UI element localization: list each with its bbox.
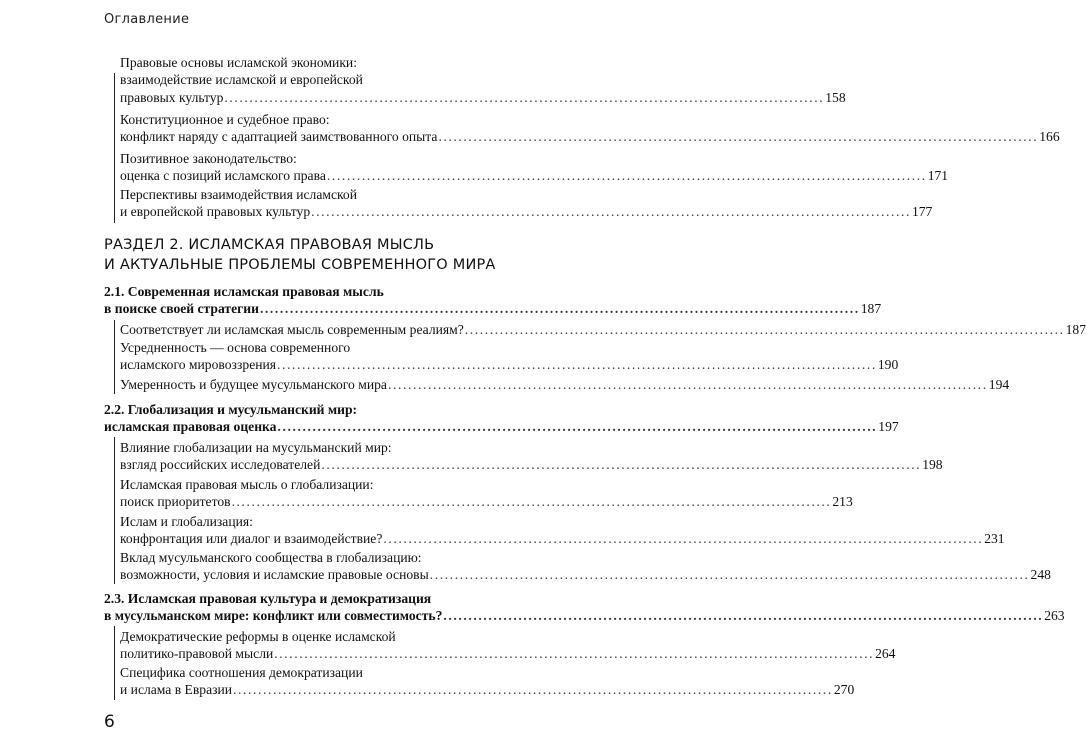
toc-entry[interactable]	[120, 664, 855, 699]
toc-entry-line: политико-правовой мысли	[120, 646, 274, 662]
toc-entry-line: оценка с позиций исламского права	[120, 168, 326, 184]
toc-entry[interactable]	[120, 513, 1005, 548]
toc-vertical-rule	[114, 320, 115, 394]
toc-page-number: 194	[988, 377, 1010, 392]
leader-dots: ........................................................................................................................	[383, 531, 984, 547]
toc-entry-line: 2.3. Исламская правовая культура и демократизация	[104, 591, 432, 606]
toc-vertical-rule	[114, 73, 115, 223]
toc-page-number: 198	[922, 457, 943, 473]
toc-entry-line: Позитивное законодательство:	[120, 151, 297, 166]
toc-entry-line: правовых культур	[120, 89, 224, 105]
section-title-line: РАЗДЕЛ 2. ИСЛАМСКАЯ ПРАВОВАЯ МЫСЛЬ	[104, 237, 435, 253]
toc-entry-line: исламского мировоззрения	[120, 357, 277, 373]
toc-entry[interactable]	[120, 339, 899, 374]
toc-entry-line: исламская правовая оценка	[104, 419, 277, 435]
toc-entry-line: Влияние глобализации на мусульманский мир:	[120, 440, 392, 455]
leader-dots: ........................................................................................................................	[224, 89, 825, 105]
toc-entry[interactable]	[120, 549, 1051, 584]
toc-entry[interactable]	[120, 321, 1086, 338]
toc-subsection-entry[interactable]	[104, 590, 1065, 625]
toc-entry[interactable]	[120, 439, 943, 474]
toc-entry-line: Умеренность и будущее мусульманского мира	[120, 377, 387, 392]
toc-entry[interactable]	[120, 186, 933, 221]
leader-dots: ........................................................................................................................	[326, 168, 927, 184]
toc-entry-line: поиск приоритетов	[120, 494, 231, 510]
page-number: 6	[104, 712, 115, 732]
toc-entry[interactable]	[120, 111, 1060, 146]
leader-dots: ........................................................................................................................	[311, 204, 911, 220]
leader-dots: ........................................................................................................................	[277, 419, 878, 435]
toc-entry-line: Перспективы взаимодействия исламской	[120, 187, 357, 202]
leader-dots: ........................................................................................................................	[233, 682, 833, 698]
toc-entry-line: 2.1. Современная исламская правовая мысль	[104, 284, 384, 299]
section-title-line: И АКТУАЛЬНЫЕ ПРОБЛЕМЫ СОВРЕМЕННОГО МИРА	[104, 256, 496, 273]
leader-dots: ........................................................................................................................	[464, 322, 1065, 337]
toc-vertical-rule	[114, 626, 115, 700]
toc-page-number: 187	[1065, 322, 1086, 337]
toc-entry[interactable]	[120, 476, 853, 511]
toc-entry-line: Специфика соотношения демократизации	[120, 665, 363, 680]
toc-entry-line: 2.2. Глобализация и мусульманский мир:	[104, 402, 358, 417]
leader-dots: ........................................................................................................................	[438, 129, 1039, 145]
toc-entry-line: и европейской правовых культур	[120, 204, 311, 220]
toc-vertical-rule	[114, 437, 115, 584]
leader-dots: ........................................................................................................................	[443, 608, 1044, 624]
toc-page-number: 213	[832, 494, 853, 510]
toc-entry-line: Соответствует ли исламская мысль современным реалиям?	[120, 322, 464, 337]
toc-entry-line: в поиске своей стратегии	[104, 301, 259, 317]
toc-entry-line: Ислам и глобализация:	[120, 514, 253, 529]
toc-page-number: 177	[911, 204, 933, 220]
leader-dots: ........................................................................................................................	[321, 457, 922, 473]
toc-page-number: 231	[984, 531, 1005, 547]
leader-dots: ........................................................................................................................	[274, 646, 875, 662]
toc-page-number: 263	[1044, 608, 1065, 624]
toc-entry-line: взгляд российских исследователей	[120, 457, 321, 473]
toc-page-number: 197	[878, 419, 899, 435]
toc-entry-line: Демократические реформы в оценке исламской	[120, 629, 396, 644]
toc-entry-line: конфронтация или диалог и взаимодействие?	[120, 531, 383, 547]
toc-page-number: 270	[833, 682, 855, 698]
leader-dots: ........................................................................................................................	[429, 567, 1030, 583]
toc-entry-line: Усредненность — основа современного	[120, 340, 351, 355]
toc-page-number: 190	[877, 357, 899, 373]
toc-page-number: 166	[1039, 129, 1060, 145]
toc-subsection-entry[interactable]	[104, 283, 882, 318]
toc-entry-line: взаимодействие исламской и европейской	[120, 72, 363, 88]
toc-entry-line: Конституционное и судебное право:	[120, 112, 330, 127]
running-head: Оглавление	[104, 12, 190, 27]
toc-page-number: 187	[860, 301, 882, 317]
toc-page-number: 158	[825, 89, 846, 105]
toc-entry[interactable]	[120, 150, 949, 185]
toc-entry-line: Правовые основы исламской экономики:	[120, 55, 357, 70]
toc-entry-line: Исламская правовая мысль о глобализации:	[120, 477, 374, 492]
toc-page-number: 248	[1030, 567, 1051, 583]
toc-entry-line: Вклад мусульманского сообщества в глобализацию:	[120, 550, 422, 565]
section-title	[104, 236, 496, 275]
leader-dots: ........................................................................................................................	[259, 301, 860, 317]
toc-entry[interactable]	[120, 54, 846, 106]
leader-dots: ........................................................................................................................	[277, 357, 877, 373]
toc-subsection-entry[interactable]	[104, 401, 899, 436]
toc-entry-line: и ислама в Евразии	[120, 682, 233, 698]
toc-page-number: 171	[927, 168, 949, 184]
toc-entry[interactable]	[120, 376, 1010, 393]
toc-entry[interactable]	[120, 628, 896, 663]
leader-dots: ........................................................................................................................	[231, 494, 832, 510]
toc-entry-line: конфликт наряду с адаптацией заимствованного опыта	[120, 129, 438, 145]
toc-entry-line: возможности, условия и исламские правовые основы	[120, 567, 429, 583]
toc-entry-line: в мусульманском мире: конфликт или совместимость?	[104, 608, 443, 624]
toc-page-number: 264	[875, 646, 896, 662]
leader-dots: ........................................................................................................................	[387, 377, 988, 392]
